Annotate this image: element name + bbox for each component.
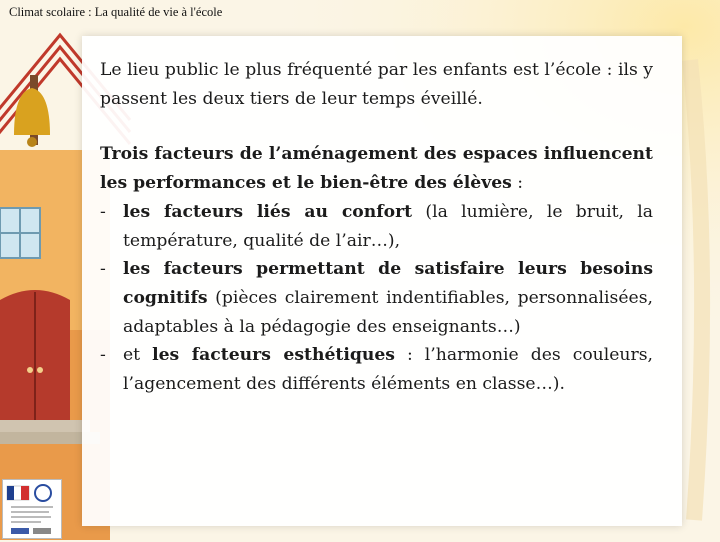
bullet-bold: les facteurs permettant de satisfaire leurs besoins cognitifs — [123, 259, 653, 308]
list-item — [100, 198, 653, 255]
page-header-title: Climat scolaire : La qualité de vie à l'école — [9, 5, 223, 19]
bullet-prefix: et — [123, 345, 153, 366]
factors-list — [100, 198, 653, 399]
factors-heading — [100, 140, 653, 197]
bullet-dash: - — [100, 345, 106, 366]
bullet-dash: - — [100, 201, 106, 222]
bullet-bold: les facteurs esthétiques — [152, 345, 395, 366]
bullet-rest: : l’harmonie des couleurs, l’agencement des différents éléments en classe…). — [123, 345, 653, 395]
list-item — [100, 341, 653, 398]
bullet-rest: (pièces clairement indentifiables, personnalisées, adaptables à la pédagogie des enseignants…) — [123, 287, 653, 337]
factors-heading-suffix: : — [511, 173, 524, 194]
bullet-rest: (la lumière, le bruit, la température, qualité de l’air…), — [123, 201, 654, 251]
ministry-logo — [2, 479, 62, 539]
factors-heading-bold: Trois facteurs de l’aménagement des espaces influencent les performances et le bien-être des élèves — [100, 144, 653, 194]
bullet-dash: - — [100, 259, 106, 280]
bullet-bold: les facteurs liés au confort — [123, 201, 413, 222]
list-item — [100, 255, 653, 341]
intro-paragraph: Le lieu public le plus fréquenté par les enfants est l’école : ils y passent les deux tiers de leur temps éveillé. — [100, 60, 653, 109]
main-text — [100, 56, 653, 399]
